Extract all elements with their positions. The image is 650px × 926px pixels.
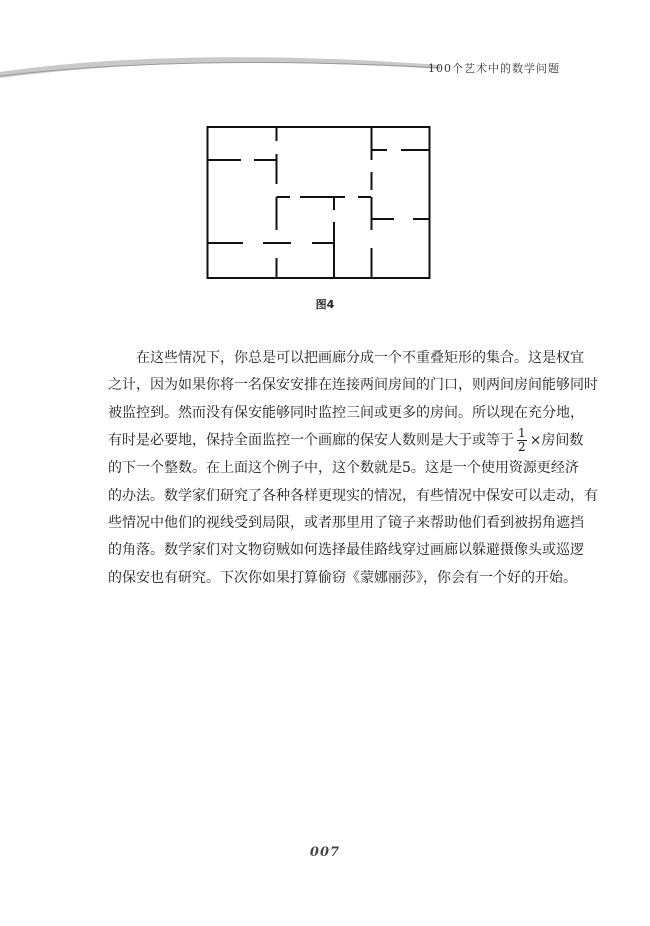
running-header-title: 100个艺术中的数学问题 bbox=[428, 62, 560, 75]
body-line: 之计，因为如果你将一名保安安排在连接两间房间的门口，则两间房间能够同时 bbox=[108, 377, 598, 394]
body-line: 的保安也有研究。下次你如果打算偷窃《蒙娜丽莎》，你会有一个好的开始。 bbox=[108, 569, 577, 586]
body-line-with-fraction bbox=[108, 426, 584, 455]
body-line: 些情况中他们的视线受到局限，或者那里用了镜子来帮助他们看到被拐角遮挡 bbox=[108, 514, 584, 531]
body-line-text: 有时是必要地，保持全面监控一个画廊的保安人数则是大于或等于 bbox=[108, 432, 514, 449]
body-line-text: ×房间数 bbox=[529, 432, 584, 449]
one-half-fraction bbox=[517, 427, 527, 454]
body-line: 在这些情况下，你总是可以把画廊分成一个不重叠矩形的集合。这是权宜 bbox=[136, 350, 584, 366]
fraction-denominator: 2 bbox=[518, 440, 526, 455]
figure-caption: 图4 bbox=[315, 298, 335, 311]
body-line: 的下一个整数。在上面这个例子中，这个数就是5。这是一个使用资源更经济 bbox=[108, 460, 579, 477]
fraction-numerator: 1 bbox=[518, 426, 526, 441]
body-line: 的角落。数学家们对文物窃贼如何选择最佳路线穿过画廊以躲避摄像头或巡逻 bbox=[108, 542, 584, 559]
body-line: 被监控到。然而没有保安能够同时监控三间或更多的房间。所以现在充分地， bbox=[108, 404, 584, 421]
page-number: 007 bbox=[309, 845, 341, 860]
gallery-floor-plan-diagram bbox=[205, 124, 433, 282]
body-paragraph bbox=[108, 345, 598, 592]
body-line: 的办法。数学家们研究了各种各样更现实的情况，有些情况中保安可以走动，有 bbox=[108, 487, 598, 504]
